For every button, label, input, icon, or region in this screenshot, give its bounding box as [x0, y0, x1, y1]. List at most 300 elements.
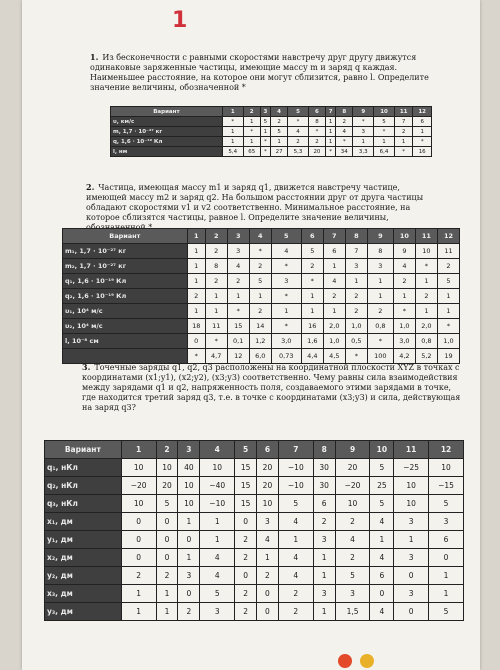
table-header-cell: 3: [260, 107, 270, 117]
table-cell: 5: [278, 495, 313, 513]
table-cell: 8: [367, 244, 393, 259]
table-cell: 4: [323, 274, 345, 289]
table-cell: 2: [437, 259, 459, 274]
table-cell: 8: [205, 259, 227, 274]
table-header-cell: 12: [437, 229, 459, 244]
table-cell: *: [249, 244, 271, 259]
table-cell: *: [393, 304, 415, 319]
table-cell: 6: [323, 244, 345, 259]
table-row: [45, 585, 464, 603]
table-cell: −20: [335, 477, 370, 495]
table-cell: 3: [429, 513, 464, 531]
table-cell: 5: [260, 117, 270, 127]
table-header-row: [111, 107, 432, 117]
table-cell: 2,0: [323, 319, 345, 334]
table-cell: 3: [257, 513, 279, 531]
table-header-cell: 10: [393, 229, 415, 244]
table-cell: 3: [353, 127, 374, 137]
table-cell: 1: [249, 289, 271, 304]
table-header-row: [45, 441, 464, 459]
table-cell: 1: [257, 549, 279, 567]
table-cell: 1: [415, 274, 437, 289]
table-row: [111, 147, 432, 157]
table-cell: 65: [243, 147, 260, 157]
table-cell: 2: [257, 567, 279, 585]
table-cell: 4,2: [393, 349, 415, 364]
table-1: [110, 106, 432, 157]
table-cell: 0: [156, 513, 178, 531]
table-cell: 1: [437, 289, 459, 304]
problem-1: [90, 52, 430, 93]
table-cell: 10: [178, 477, 200, 495]
table-cell: 1: [301, 304, 323, 319]
table-cell: 0,1: [227, 334, 249, 349]
table-header-cell: 7: [325, 107, 335, 117]
table-cell: 4: [278, 567, 313, 585]
table-header-cell: 12: [413, 107, 432, 117]
table-cell: 1: [313, 603, 335, 621]
table-cell: 10: [394, 495, 429, 513]
table-cell: 5: [156, 495, 178, 513]
table-cell: 5: [374, 117, 395, 127]
row-label-cell: q₂, нКл: [45, 477, 122, 495]
table-cell: 5: [437, 274, 459, 289]
table-cell: 1: [205, 304, 227, 319]
table-cell: 6: [370, 567, 394, 585]
table-cell: 16: [413, 147, 432, 157]
table-cell: −10: [278, 477, 313, 495]
table-header-cell: 8: [345, 229, 367, 244]
table-cell: 10: [335, 495, 370, 513]
table-cell: 1: [121, 603, 156, 621]
table-cell: 3,0: [271, 334, 301, 349]
table-cell: 2: [335, 513, 370, 531]
table-cell: 18: [187, 319, 205, 334]
table-cell: 2: [415, 289, 437, 304]
table-cell: 1: [313, 567, 335, 585]
table-cell: 3: [271, 274, 301, 289]
table-cell: 6: [429, 531, 464, 549]
table-cell: 1: [187, 304, 205, 319]
table-cell: *: [367, 334, 393, 349]
table-header-cell: 11: [394, 441, 429, 459]
table-header-cell: 10: [370, 441, 394, 459]
table-header-cell: 3: [178, 441, 200, 459]
table-cell: 5: [249, 274, 271, 289]
row-label-cell: m₁, 1,7 · 10⁻²⁷ кг: [63, 244, 188, 259]
table-header-cell: 1: [222, 107, 243, 117]
table-cell: 1: [121, 585, 156, 603]
table-cell: 20: [156, 477, 178, 495]
table-header-cell: 6: [301, 229, 323, 244]
table-cell: 1: [260, 127, 270, 137]
table-cell: 2: [308, 137, 325, 147]
table-cell: 1: [353, 137, 374, 147]
table-cell: 2: [323, 289, 345, 304]
table-cell: 15: [235, 459, 257, 477]
table-cell: 1,0: [437, 334, 459, 349]
row-label-cell: q, 1,6 · 10⁻¹⁹ Кл: [111, 137, 223, 147]
table-cell: 19: [437, 349, 459, 364]
table-cell: −15: [429, 477, 464, 495]
table-cell: 1: [222, 137, 243, 147]
table-cell: 1: [370, 531, 394, 549]
table-cell: 1: [271, 304, 301, 319]
table-cell: −25: [394, 459, 429, 477]
table-cell: 0,5: [345, 334, 367, 349]
table-cell: 12: [227, 349, 249, 364]
table-cell: 2: [227, 274, 249, 289]
table-cell: −10: [278, 459, 313, 477]
table-cell: 1: [429, 567, 464, 585]
table-header-row: [63, 229, 460, 244]
table-cell: 6,4: [374, 147, 395, 157]
table-header-cell: 8: [336, 107, 353, 117]
row-label-cell: l, 10⁻⁸ см: [63, 334, 188, 349]
table-cell: 0: [394, 603, 429, 621]
table-cell: 1: [367, 289, 393, 304]
table-cell: *: [374, 127, 395, 137]
table-cell: 1: [415, 304, 437, 319]
table-cell: −40: [200, 477, 235, 495]
table-cell: 15: [235, 495, 257, 513]
table-cell: 5,4: [222, 147, 243, 157]
table-cell: 1: [200, 513, 235, 531]
table-cell: 2: [205, 274, 227, 289]
table-cell: 4: [271, 244, 301, 259]
table-cell: 2,0: [415, 319, 437, 334]
table-cell: 4: [278, 549, 313, 567]
table-3: [44, 440, 464, 621]
table-cell: *: [260, 147, 270, 157]
table-row: [63, 319, 460, 334]
table-row: [45, 459, 464, 477]
table-cell: 0: [257, 603, 279, 621]
table-cell: 1: [345, 274, 367, 289]
table-header-cell: 7: [278, 441, 313, 459]
table-cell: 4,7: [205, 349, 227, 364]
table-cell: 0: [394, 567, 429, 585]
table-row: [63, 274, 460, 289]
problem-2-text: Частица, имеющая массу m1 и заряд q1, движется навстречу частице, имеющей массу m2 и заряд q2. На большом расстоянии друг от друга частицы обладают скоростями v1 и v2 соответственно. Минимальное расстояние, на которое сблизятся частицы, равное l. Определите значение величины,: [86, 183, 424, 222]
table-cell: 0,8: [367, 319, 393, 334]
table-cell: *: [187, 349, 205, 364]
table-cell: 3: [178, 567, 200, 585]
table-cell: 1: [394, 531, 429, 549]
table-cell: 1: [437, 304, 459, 319]
table-cell: 2: [249, 259, 271, 274]
table-cell: 1: [301, 289, 323, 304]
row-label-cell: q₁, нКл: [45, 459, 122, 477]
problem-3: [82, 362, 462, 413]
table-row: [45, 603, 464, 621]
table-cell: 0: [235, 513, 257, 531]
row-label-cell: υ₂, 10⁴ м/с: [63, 319, 188, 334]
table-cell: 1: [429, 585, 464, 603]
row-label-cell: q₃, нКл: [45, 495, 122, 513]
row-label-cell: q₁, 1,6 · 10⁻¹⁹ Кл: [63, 274, 188, 289]
row-label-cell: x₁, дм: [45, 513, 122, 531]
table-cell: 20: [335, 459, 370, 477]
table-cell: 11: [205, 319, 227, 334]
table-row: [45, 513, 464, 531]
table-cell: 10: [156, 459, 178, 477]
table-cell: 1,0: [393, 319, 415, 334]
table-cell: 20: [257, 459, 279, 477]
table-header-cell: 9: [335, 441, 370, 459]
table-cell: 2: [235, 549, 257, 567]
row-label-cell: y₁, дм: [45, 531, 122, 549]
table-cell: 1,5: [335, 603, 370, 621]
table-cell: 3: [200, 603, 235, 621]
table-cell: 4: [288, 127, 309, 137]
table-cell: 15: [227, 319, 249, 334]
table-cell: 1: [222, 127, 243, 137]
table-cell: *: [271, 259, 301, 274]
table-cell: 1: [325, 137, 335, 147]
table-row: [63, 259, 460, 274]
table-cell: 4: [393, 259, 415, 274]
table-cell: 0: [121, 531, 156, 549]
table-cell: 2: [345, 289, 367, 304]
table-cell: 0: [156, 531, 178, 549]
row-label-cell: x₂, дм: [45, 549, 122, 567]
table-cell: 9: [393, 244, 415, 259]
table-row: [45, 477, 464, 495]
table-header-cell: 1: [187, 229, 205, 244]
table-row: [63, 289, 460, 304]
table-cell: 1: [178, 549, 200, 567]
table-cell: *: [336, 137, 353, 147]
document-page: [22, 0, 480, 670]
table-cell: 10: [121, 459, 156, 477]
table-cell: 10: [257, 495, 279, 513]
table-cell: 3: [227, 244, 249, 259]
table-cell: 4: [200, 549, 235, 567]
row-label-cell: m, 1,7 · 10⁻²⁷ кг: [111, 127, 223, 137]
table-cell: 10: [121, 495, 156, 513]
table-cell: 2: [235, 603, 257, 621]
table-header-cell: 2: [156, 441, 178, 459]
table-header-cell: 4: [249, 229, 271, 244]
table-cell: 5: [200, 585, 235, 603]
table-cell: *: [288, 117, 309, 127]
row-label-cell: q₂, 1,6 · 10⁻¹⁹ Кл: [63, 289, 188, 304]
table-cell: 11: [437, 244, 459, 259]
table-cell: 20: [257, 477, 279, 495]
table-cell: 10: [200, 459, 235, 477]
table-cell: *: [205, 334, 227, 349]
table-header-cell: 6: [257, 441, 279, 459]
table-cell: 2: [271, 117, 288, 127]
table-cell: 5: [335, 567, 370, 585]
table-cell: 1: [156, 585, 178, 603]
table-cell: 1,6: [301, 334, 323, 349]
table-cell: 3: [313, 531, 335, 549]
table-cell: 2: [249, 304, 271, 319]
problem-1-text: Из бесконечности с равными скоростями навстречу друг другу движутся одинаковые заряженные частицы, имеющие массу m и заряд q каждая. Наименьшее расстояние, на которое они могут сблизится, равно l. Определите значение величины, обозначенной *: [90, 53, 429, 92]
table-cell: 5: [429, 603, 464, 621]
problem-2: [86, 182, 436, 233]
table-cell: 4: [336, 127, 353, 137]
table-row: [45, 567, 464, 585]
table-cell: 2: [187, 289, 205, 304]
table-cell: 2: [235, 531, 257, 549]
yellow-ball-decoration: [360, 654, 374, 668]
table-cell: 7: [345, 244, 367, 259]
table-cell: 7: [394, 117, 412, 127]
table-header-cell: 2: [205, 229, 227, 244]
table-cell: 1: [243, 117, 260, 127]
table-cell: 2: [336, 117, 353, 127]
table-cell: 2: [278, 603, 313, 621]
table-cell: 1,2: [249, 334, 271, 349]
problem-3-number: 3.: [82, 362, 91, 372]
table-cell: 4: [370, 549, 394, 567]
table-row: [45, 495, 464, 513]
table-cell: *: [227, 304, 249, 319]
table-cell: 4,4: [301, 349, 323, 364]
table-cell: 14: [249, 319, 271, 334]
table-cell: 1: [393, 289, 415, 304]
table-cell: 10: [394, 477, 429, 495]
table-header-cell: 5: [288, 107, 309, 117]
table-cell: 2: [156, 567, 178, 585]
table-row: [63, 334, 460, 349]
table-cell: 1: [156, 603, 178, 621]
table-cell: 0: [257, 585, 279, 603]
table-cell: 2: [205, 244, 227, 259]
table-cell: 0: [429, 549, 464, 567]
table-header-cell: Вариант: [45, 441, 122, 459]
table-cell: 1: [278, 531, 313, 549]
table-cell: 3: [335, 585, 370, 603]
table-cell: 3: [394, 549, 429, 567]
red-ball-decoration: [338, 654, 352, 668]
table-header-cell: 4: [271, 107, 288, 117]
table-cell: 2: [301, 259, 323, 274]
table-cell: 3: [394, 585, 429, 603]
table-header-cell: 4: [200, 441, 235, 459]
table-cell: 100: [367, 349, 393, 364]
table-cell: 25: [370, 477, 394, 495]
table-cell: 2: [394, 127, 412, 137]
row-label-cell: υ₁, 10⁴ м/с: [63, 304, 188, 319]
problem-3-text: Точечные заряды q1, q2, q3 расположены на координатной плоскости XYZ в точках с координатами (x1;y1), (x2;y2), (x3;y3) соответственно. Чему равны сила взаимодействия между зарядами q1 и q2, напряженность поля, создаваемого этими зарядами в точке, где находится третий заряд q3, т.е. в точке с координатами (x3;y3) и сила, действующая на заряд q3?: [82, 363, 461, 412]
table-cell: 1: [367, 274, 393, 289]
table-cell: 5: [370, 495, 394, 513]
table-header-cell: 9: [353, 107, 374, 117]
table-cell: 1: [187, 244, 205, 259]
table-cell: 1: [178, 513, 200, 531]
table-cell: 1: [243, 137, 260, 147]
table-cell: 4: [227, 259, 249, 274]
table-cell: 1: [323, 304, 345, 319]
table-cell: 1: [323, 259, 345, 274]
table-cell: 0: [156, 549, 178, 567]
table-cell: 4: [278, 513, 313, 531]
table-row: [111, 117, 432, 127]
table-cell: 1: [200, 531, 235, 549]
table-cell: 4: [370, 513, 394, 531]
table-cell: 2: [335, 549, 370, 567]
table-cell: 2: [178, 603, 200, 621]
table-cell: *: [243, 127, 260, 137]
table-cell: *: [353, 117, 374, 127]
table-cell: 5: [370, 459, 394, 477]
table-cell: 0: [178, 531, 200, 549]
table-cell: 34: [336, 147, 353, 157]
table-cell: 3: [367, 259, 393, 274]
table-cell: −10: [200, 495, 235, 513]
problem-2-number: 2.: [86, 182, 95, 192]
table-cell: 6: [413, 117, 432, 127]
table-cell: 27: [271, 147, 288, 157]
table-cell: *: [437, 319, 459, 334]
table-cell: 3,0: [393, 334, 415, 349]
table-cell: 15: [235, 477, 257, 495]
table-row: [63, 304, 460, 319]
table-2: [62, 228, 460, 364]
table-cell: 1: [325, 127, 335, 137]
table-cell: 3: [394, 513, 429, 531]
table-header-cell: 8: [313, 441, 335, 459]
table-cell: 2: [313, 513, 335, 531]
table-cell: −20: [121, 477, 156, 495]
table-cell: *: [301, 274, 323, 289]
table-cell: 1: [271, 137, 288, 147]
table-cell: 30: [313, 477, 335, 495]
table-cell: 10: [429, 459, 464, 477]
table-cell: 1,0: [345, 319, 367, 334]
table-cell: *: [222, 117, 243, 127]
table-header-cell: 2: [243, 107, 260, 117]
table-cell: 2: [367, 304, 393, 319]
table-cell: 2: [393, 274, 415, 289]
table-header-cell: 9: [367, 229, 393, 244]
table-cell: 4: [257, 531, 279, 549]
table-cell: 10: [415, 244, 437, 259]
table-cell: 2: [121, 567, 156, 585]
table-header-cell: 6: [308, 107, 325, 117]
table-cell: 2: [288, 137, 309, 147]
handwritten-page-number: 1: [172, 8, 188, 33]
table-cell: 0,8: [415, 334, 437, 349]
table-cell: 1: [374, 137, 395, 147]
table-cell: 1: [227, 289, 249, 304]
table-cell: 1: [187, 274, 205, 289]
table-cell: 30: [313, 459, 335, 477]
table-header-cell: 12: [429, 441, 464, 459]
table-header-cell: Вариант: [63, 229, 188, 244]
table-header-cell: 3: [227, 229, 249, 244]
table-cell: 4,5: [323, 349, 345, 364]
row-label-cell: y₂, дм: [45, 567, 122, 585]
row-label-cell: l, нм: [111, 147, 223, 157]
table-cell: 10: [178, 495, 200, 513]
row-label-cell: υ, км/с: [111, 117, 223, 127]
table-header-cell: 10: [374, 107, 395, 117]
table-cell: 1: [313, 549, 335, 567]
table-cell: 0: [235, 567, 257, 585]
table-cell: 4: [335, 531, 370, 549]
table-cell: 0: [178, 585, 200, 603]
table-cell: *: [271, 289, 301, 304]
table-cell: 6: [313, 495, 335, 513]
table-cell: 6,0: [249, 349, 271, 364]
table-cell: 2: [278, 585, 313, 603]
table-cell: 8: [308, 117, 325, 127]
